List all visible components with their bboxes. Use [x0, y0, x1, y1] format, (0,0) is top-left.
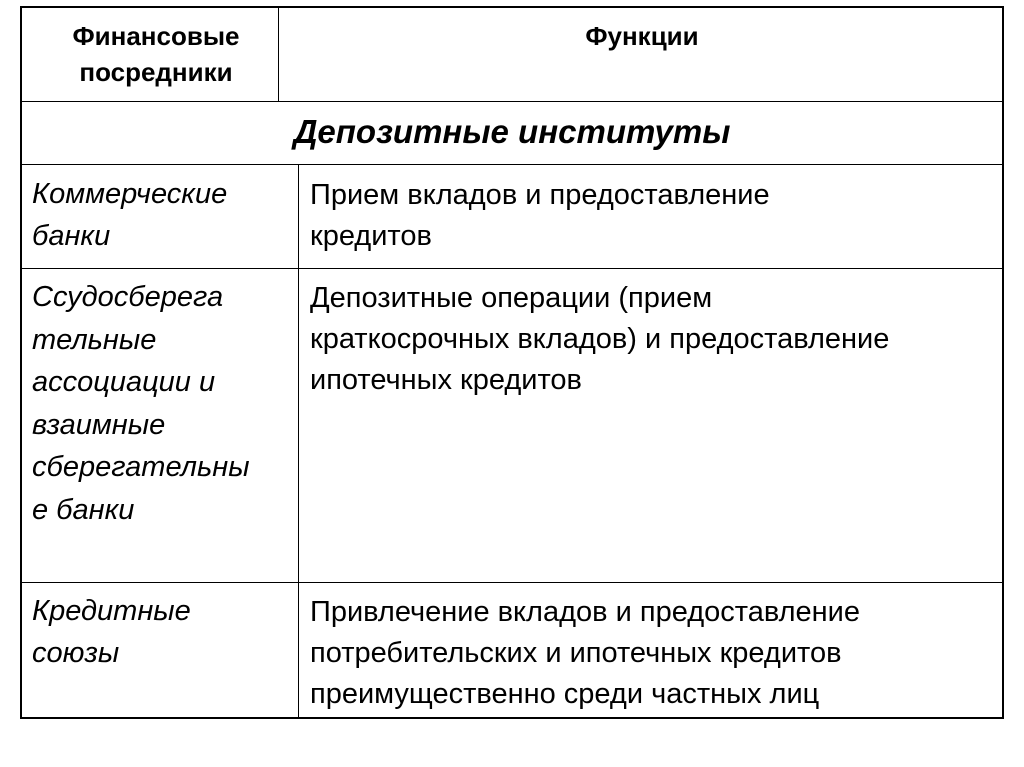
row-name-commercial-banks: Коммерческие банки	[32, 178, 228, 252]
row-1-divider	[22, 268, 1002, 269]
section-title: Депозитные институты	[293, 113, 731, 150]
header-divider	[22, 101, 1002, 102]
row-name-credit-unions: Кредитные союзы	[32, 595, 191, 669]
financial-intermediaries-table	[20, 6, 1004, 719]
body-column-divider	[298, 164, 299, 717]
header-intermediaries: Финансовые посредники	[72, 21, 240, 87]
row-name-savings-associations: Ссудосберега тельные ассоциации и взаимные сберегательны е банки	[32, 281, 250, 526]
section-divider	[22, 164, 1002, 165]
row-function-commercial-banks: Прием вкладов и предоставление кредитов	[310, 179, 770, 252]
row-2-divider	[22, 582, 1002, 583]
row-function-savings-associations: Депозитные операции (прием краткосрочных вкладов) и предоставление ипотечных кредитов	[310, 282, 890, 396]
row-function-credit-unions: Привлечение вкладов и предоставление потребительских и ипотечных кредитов преимущественно среди частных лиц	[310, 596, 860, 710]
header-functions: Функции	[585, 21, 699, 51]
header-column-divider	[278, 8, 279, 101]
